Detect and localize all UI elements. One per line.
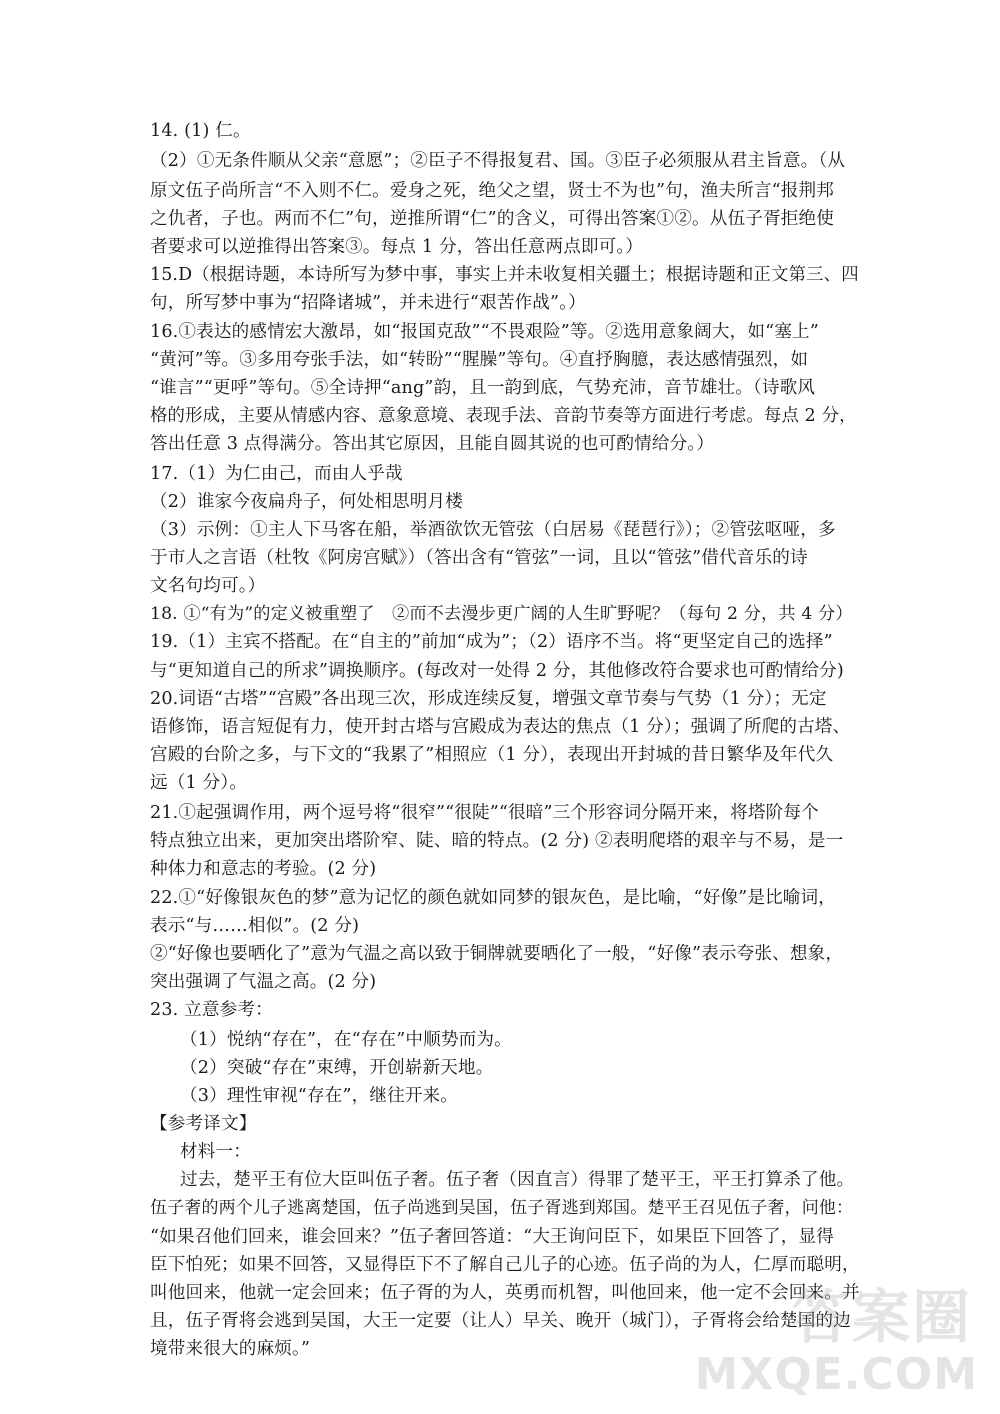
text-line: 于市人之言语（杜牧《阿房宫赋》）（答出含有“管弦”一词，且以“管弦”借代音乐的诗 bbox=[150, 548, 808, 568]
text-line: 原文伍子尚所言“不入则不仁。爱身之死，绝父之望，贤士不为也”句，渔夫所言“报荆邦 bbox=[150, 181, 834, 201]
text-line: 宫殿的台阶之多，与下文的“我累了”相照应（1 分），表现出开封城的昔日繁华及年代久 bbox=[150, 745, 834, 765]
text-line: “黄河”等。③多用夸张手法，如“转盼”“腥臊”等句。④直抒胸臆，表达感情强烈，如 bbox=[150, 350, 809, 370]
text-line: 语修饰，语言短促有力，使开封古塔与宫殿成为表达的焦点（1 分）；强调了所爬的古塔、 bbox=[150, 717, 851, 737]
watermark-site-url: MXQE.COM bbox=[694, 1349, 978, 1400]
text-line: 16.①表达的感情宏大激昂，如“报国克敌”“不畏艰险”等。②选用意象阔大，如“塞上” bbox=[150, 322, 819, 342]
site-watermark bbox=[694, 1270, 978, 1400]
text-line: 15.D（根据诗题，本诗所写为梦中事，事实上并未收复相关疆土；根据诗题和正文第三、四 bbox=[150, 265, 859, 285]
text-line: 境带来很大的麻烦。” bbox=[150, 1339, 311, 1359]
text-line: 臣下怕死；如果不回答，又显得臣下不了解自己儿子的心迹。伍子尚的为人，仁厚而聪明， bbox=[150, 1255, 860, 1275]
watermark-logo-text: 答案圈 bbox=[791, 1283, 972, 1351]
text-line: 句，所写梦中事为“招降诸城”，并未进行“艰苦作战”。） bbox=[150, 293, 586, 313]
text-line: 远（1 分）。 bbox=[150, 773, 248, 793]
text-line: 过去，楚平王有位大臣叫伍子奢。伍子奢（因直言）得罪了楚平王，平王打算杀了他。 bbox=[180, 1170, 855, 1190]
text-line: 突出强调了气温之高。(2 分) bbox=[150, 972, 377, 992]
text-line: 20.词语“古塔”“宫殿”各出现三次，形成连续反复，增强文章节奏与气势（1 分）；无定 bbox=[150, 689, 827, 709]
text-line: （3）理性审视“存在”，继往开来。 bbox=[180, 1086, 459, 1106]
text-line: 【参考译文】 bbox=[150, 1114, 257, 1134]
text-line: 材料一： bbox=[180, 1142, 251, 1162]
text-line: 叫他回来，他就一定会回来；伍子胥的为人，英勇而机智，叫他回来，他一定不会回来。并 bbox=[150, 1283, 860, 1303]
text-line: 格的形成，主要从情感内容、意象意境、表现手法、音韵节奏等方面进行考虑。每点 2 分， bbox=[150, 406, 857, 426]
text-line: 19.（1）主宾不搭配。在“自主的”前加“成为”；（2）语序不当。将“更坚定自己的选择” bbox=[150, 632, 833, 652]
text-line: 且，伍子胥将会逃到吴国，大王一定要（让人）早关、晚开（城门），子胥将会给楚国的边 bbox=[150, 1311, 851, 1331]
text-line: 18. ①“有为”的定义被重塑了 ②而不去漫步更广阔的人生旷野呢？（每句 2 分，共 4 分） bbox=[150, 604, 853, 624]
text-line: 21.①起强调作用，两个逗号将“很窄”“很陡”“很暗”三个形容词分隔开来，将塔阶每个 bbox=[150, 803, 819, 823]
text-line: （1）悦纳“存在”，在“存在”中顺势而为。 bbox=[180, 1030, 512, 1050]
text-line: 14. (1) 仁。 bbox=[150, 121, 251, 141]
text-line: 答出任意 3 点得满分。答出其它原因，且能自圆其说的也可酌情给分。） bbox=[150, 434, 715, 454]
text-line: 特点独立出来，更加突出塔阶窄、陡、暗的特点。(2 分) ②表明爬塔的艰辛与不易，是一 bbox=[150, 831, 844, 851]
text-line: 与“更知道自己的所求”调换顺序。(每改对一处得 2 分，其他修改符合要求也可酌情给分) bbox=[150, 661, 844, 681]
text-line: 22.①“好像银灰色的梦”意为记忆的颜色就如同梦的银灰色，是比喻，“好像”是比喻词， bbox=[150, 888, 837, 908]
text-line: 17.（1）为仁由己，而由人乎哉 bbox=[150, 464, 403, 484]
text-line: 伍子奢的两个儿子逃离楚国，伍子尚逃到吴国，伍子胥逃到郑国。楚平王召见伍子奢，问他： bbox=[150, 1198, 854, 1218]
text-line: 之仇者，子也。两而不仁”句，逆推所谓“仁”的含义，可得出答案①②。从伍子胥拒绝使 bbox=[150, 209, 834, 229]
text-line: “如果召他们回来，谁会回来？”伍子奢回答道：“大王询问臣下，如果臣下回答了，显得 bbox=[150, 1227, 834, 1247]
text-line: 文名句均可。） bbox=[150, 576, 266, 596]
text-line: （2）①无条件顺从父亲“意愿”；②臣子不得报复君、国。③臣子必须服从君主旨意。（从 bbox=[150, 151, 846, 171]
text-line: 23. 立意参考： bbox=[150, 1000, 273, 1020]
text-line: ②“好像也要晒化了”意为气温之高以致于铜牌就要晒化了一般，“好像”表示夸张、想象， bbox=[150, 944, 844, 964]
text-line: 者要求可以逆推得出答案③。每点 1 分，答出任意两点即可。） bbox=[150, 237, 644, 257]
text-line: （2）突破“存在”束缚，开创崭新天地。 bbox=[180, 1058, 494, 1078]
text-line: “谁言”“更呼”等句。⑤全诗押“ang”韵，且一韵到底，气势充沛，音节雄壮。（诗歌风 bbox=[150, 378, 816, 398]
text-line: （2）谁家今夜扁舟子，何处相思明月楼 bbox=[150, 492, 463, 512]
text-line: （3）示例：①主人下马客在船，举酒欲饮无管弦（白居易《琵琶行》）；②管弦呕哑，多 bbox=[150, 520, 836, 540]
text-line: 种体力和意志的考验。(2 分) bbox=[150, 859, 377, 879]
text-line: 表示“与……相似”。(2 分) bbox=[150, 916, 360, 936]
